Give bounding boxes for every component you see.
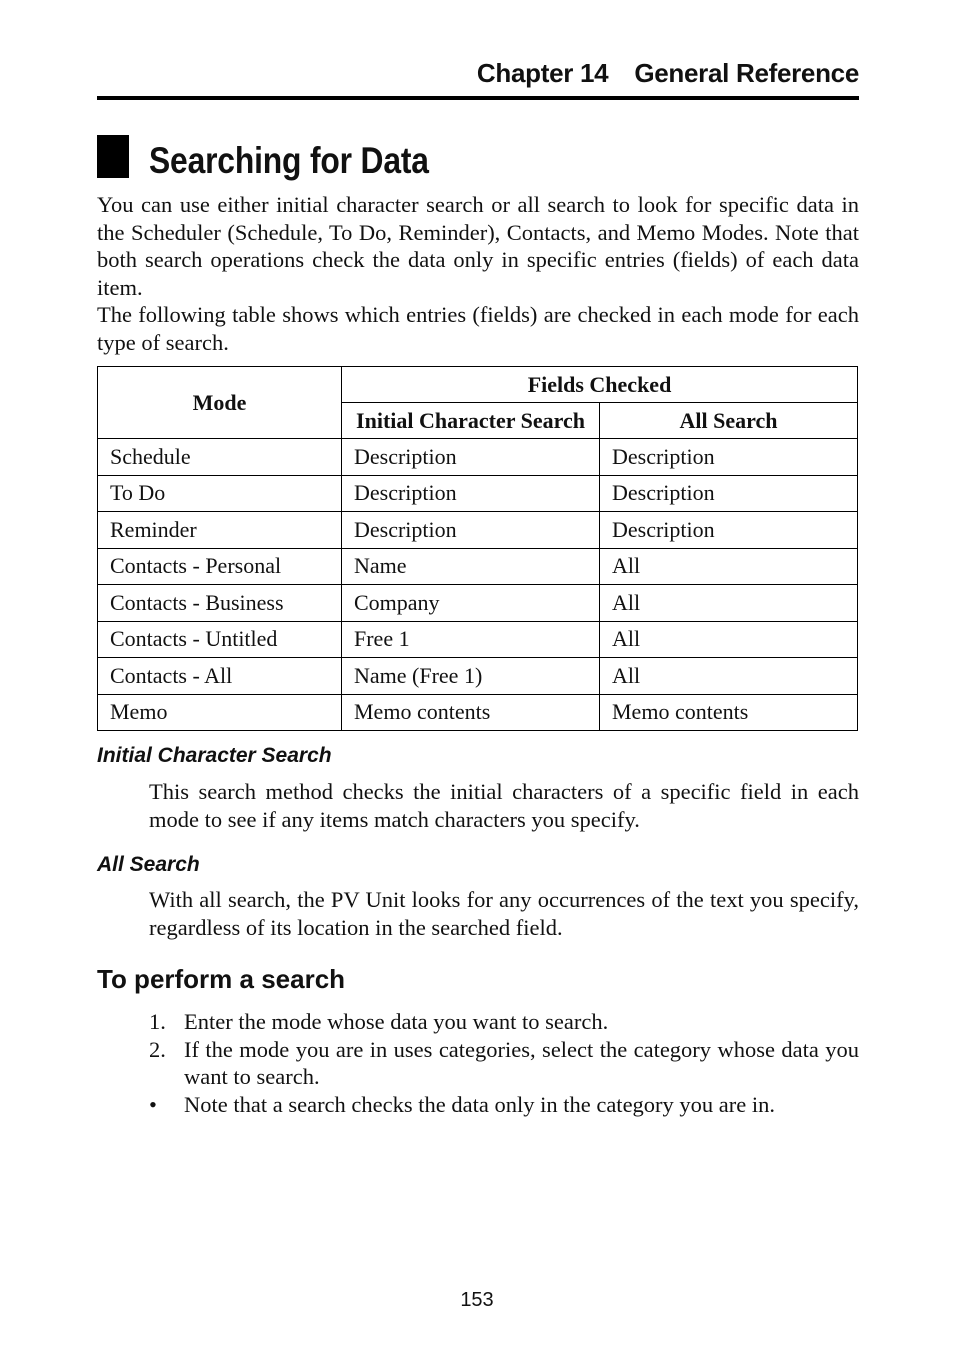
mode-cell: Contacts - Personal: [98, 548, 342, 585]
initial-search-cell: Free 1: [342, 621, 600, 658]
all-search-cell: All: [600, 658, 858, 695]
initial-search-cell: Description: [342, 512, 600, 549]
table-row: [98, 548, 858, 585]
intro-text: [97, 191, 859, 356]
table-row: [98, 621, 858, 658]
all-search-cell: Description: [600, 512, 858, 549]
table-row: [98, 439, 858, 476]
table-row: [98, 694, 858, 731]
list-item: [149, 1036, 859, 1091]
all-search-cell: All: [600, 585, 858, 622]
all-search-heading: All Search: [97, 853, 200, 876]
initial-search-header: Initial Character Search: [342, 403, 600, 439]
mode-cell: To Do: [98, 475, 342, 512]
mode-header: Mode: [98, 367, 342, 439]
initial-search-cell: Description: [342, 439, 600, 476]
bullet-marker: •: [149, 1091, 157, 1117]
procedure-steps: [149, 1008, 859, 1118]
initial-search-cell: Company: [342, 585, 600, 622]
step-marker: 1.: [149, 1009, 166, 1034]
initial-search-heading: Initial Character Search: [97, 744, 332, 767]
intro-paragraph-2: The following table shows which entries (fields) are checked in each mode for each type of search.: [97, 302, 859, 355]
mode-cell: Reminder: [98, 512, 342, 549]
initial-search-cell: Name: [342, 548, 600, 585]
step-marker: 2.: [149, 1036, 166, 1062]
fields-checked-header: Fields Checked: [342, 367, 858, 403]
all-search-cell: Memo contents: [600, 694, 858, 731]
title-marker-block: [97, 135, 129, 178]
all-search-cell: All: [600, 621, 858, 658]
mode-cell: Memo: [98, 694, 342, 731]
table-row: [98, 475, 858, 512]
table-row: [98, 585, 858, 622]
initial-search-cell: Name (Free 1): [342, 658, 600, 695]
mode-cell: Schedule: [98, 439, 342, 476]
mode-cell: Contacts - Business: [98, 585, 342, 622]
step-text: If the mode you are in uses categories, select the category whose data you want to search.: [184, 1036, 859, 1089]
all-search-body: With all search, the PV Unit looks for any occurrences of the text you specify, regardless of its location in the searched field.: [149, 887, 859, 940]
initial-search-cell: Description: [342, 475, 600, 512]
intro-paragraph-1: You can use either initial character search or all search to look for specific data in the Scheduler (Schedule, To Do, Reminder), Contacts, and Memo Modes. Note that both search operations check the data only in specific entries (fields) of each data item.: [97, 192, 859, 300]
header-rule: [97, 96, 859, 100]
mode-cell: Contacts - Untitled: [98, 621, 342, 658]
all-search-cell: Description: [600, 475, 858, 512]
step-text: Note that a search checks the data only in the category you are in.: [184, 1091, 776, 1117]
list-item: [149, 1091, 859, 1119]
step-text: Enter the mode whose data you want to search.: [184, 1009, 609, 1034]
table-row: [98, 658, 858, 695]
section-label: General Reference: [634, 58, 859, 88]
procedure-heading: To perform a search: [97, 964, 346, 994]
list-item: [149, 1008, 859, 1036]
page-title: Searching for Data: [149, 140, 429, 181]
initial-search-body: This search method checks the initial characters of a specific field in each mode to see if any items match characters you specify.: [149, 779, 859, 832]
chapter-label: Chapter 14: [476, 58, 609, 88]
running-header: [97, 58, 859, 89]
page-number: 153: [460, 1289, 494, 1311]
fields-table: [97, 366, 858, 731]
all-search-cell: All: [600, 548, 858, 585]
table-row: [98, 512, 858, 549]
initial-search-cell: Memo contents: [342, 694, 600, 731]
all-search-cell: Description: [600, 439, 858, 476]
all-search-header: All Search: [600, 403, 858, 439]
mode-cell: Contacts - All: [98, 658, 342, 695]
